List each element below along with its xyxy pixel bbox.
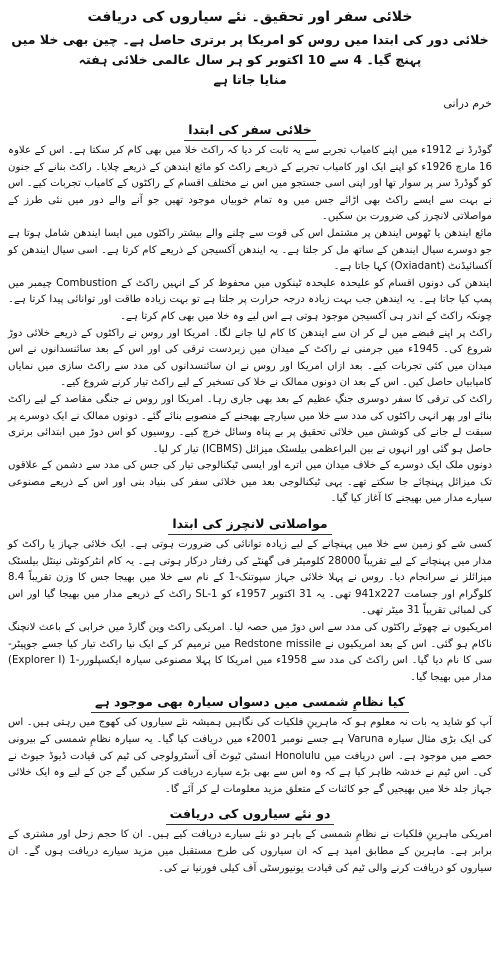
- article-title: خلائی سفر اور تحقیق۔ نئے سیاروں کی دریافت: [87, 9, 413, 25]
- article-subtitle-line-1: خلائی دور کی ابتدا میں روس کو امریکا پر برتری حاصل ہے۔ چین بھی خلا میں پہنچ گیا۔ 4 سے 10 اکتوبر کو ہر سال عالمی خلائی ہفتہ: [11, 32, 489, 67]
- paragraph: راکٹ کی ترقی کا سفر دوسری جنگِ عظیم کے بعد بھی جاری رہا۔ امریکا اور روس نے جنگی مقاصد کے لیے راکٹ بنائے اور پھر انہی راکٹوں کی مدد سے خلا میں سیارچے بھیجنے کے منصوبے بنائے گئے۔ دونوں ممالک نے ایک دوسرے پر سبقت لے جانے کی کوشش میں خلائی تحقیق پر بے پناہ وسائل خرچ کیے۔ روسیوں کو اس دوڑ میں ابتدائی برتری حاصل ہو گئی اور انہوں نے بین البراعظمی بیلسٹک میزائل (ICBMS) تیار کر لیا۔: [8, 393, 492, 455]
- paragraph: دونوں ملک ایک دوسرے کے خلاف میدان میں اترے اور ایسی ٹیکنالوجی تیار کی جس کی مدد سے دشمن کے علاقوں تک میزائل پہنچائے جا سکتے تھے۔ یہی ٹیکنالوجی بعد میں خلائی سفر کی بنیاد بنی اور اس کے ذریعے مصنوعی سیارے مدار میں بھیجنے کا آغاز کیا گیا۔: [8, 460, 492, 505]
- article-subtitle-line-2: منایا جاتا ہے: [213, 72, 287, 87]
- paragraph: کسی شے کو زمین سے خلا میں پہنچانے کے لیے زیادہ توانائی کی ضرورت ہوتی ہے۔ ایک خلائی جہاز یا راکٹ کو مدار میں پہنچانے کے لیے تقریباً 28000 کلومیٹر فی گھنٹے کی رفتار درکار ہوتی ہے۔ یہ کام انٹرکونٹی نینٹل بیلسٹک میزائلز نے سرانجام دیا۔ روس نے پہلا خلائی جہاز سپوتنک-1 کے نام سے خلا میں بھیجا جس کا وزن تقریباً 8.4 کلوگرام اور جسامت 941x227 تھی۔ یہ 31 اکتوبر 1957ء کو SL-1 راکٹ کے ذریعے مدار میں بھیجا گیا اور اس کی لمبائی تقریباً 31 میٹر تھی۔: [8, 539, 492, 617]
- section-tenth-planet: [8, 692, 492, 798]
- author-name: خرم درانی: [443, 97, 492, 110]
- paragraph: آپ کو شاید یہ بات نہ معلوم ہو کہ ماہرینِ فلکیات کی نگاہیں ہمیشہ نئے سیاروں کی کھوج میں رہتی ہیں۔ اس کی ایک بڑی مثال سیارہ Varuna ہے جسے نومبر 2001ء میں دریافت کیا گیا۔ یہ سیارہ نظامِ شمسی کے بیرونی حصے میں موجود ہے۔ اس دریافت میں Honolulu انسٹی ٹیوٹ آف آسٹرولوجی کی ٹیم کی قیادت ڈیوڈ جیوٹ نے کی۔ اس ٹیم نے خدشہ ظاہر کیا ہے کہ وہ اس سے بھی بڑے سیارے دریافت کر سکیں گے جن کے لیے وہ ایک خلائی جہاز جلد خلا میں بھیجیں گے جو کائنات کے متعلق مزید معلومات لے کر آئے گا۔: [8, 717, 493, 795]
- paragraph: امریکیوں نے چھوٹے راکٹوں کی مدد سے اس دوڑ میں حصہ لیا۔ امریکی راکٹ وین گارڈ میں خرابی کے باعث لانچنگ ناکام ہو گئی۔ اس کے بعد امریکیوں نے Redstone missile میں ترمیم کر کے ایک نیا راکٹ تیار کیا جسے جوپیٹر-سی کا نام دیا گیا۔ اس راکٹ کی مدد سے 1958ء میں امریکا کا پہلا مصنوعی سیارہ ایکسپلورر-1 (Explorer I) مدار میں بھیجا گیا۔: [8, 622, 493, 683]
- paragraph: گوڈرڈ نے 1912ء میں اپنے کامیاب تجربے سے یہ ثابت کر دیا کہ راکٹ خلا میں بھی کام کر سکتا ہے۔ اس کے علاوہ 16 مارچ 1926ء کو اپنے ایک اور کامیاب تجربے کے ذریعے راکٹ کو مائع ایندھن کے ذریعے چلایا۔ راکٹ بنانے کے جنون کو گوڈرڈ سر پر سوار تھا اور اپنی اسی جستجو میں اس نے مختلف اقسام کے راکٹوں کے کامیاب تجربات کیے۔ اس نے بہت سے ایسے راکٹ بھی اڑائے جس میں وہ تمام خوبیاں موجود تھیں جو آنے والے دور میں نئی طرز کے مواصلاتی لانچرز کی ضرورت بن سکیں۔: [8, 145, 493, 223]
- paragraph: امریکی ماہرینِ فلکیات نے نظامِ شمسی کے باہر دو نئے سیارے دریافت کیے ہیں۔ ان کا حجم زحل اور مشتری کے برابر ہے۔ ماہرین کے مطابق امید ہے کہ ان سیاروں کی طرح مستقبل میں مزید سیارے دریافت ہوں گے۔ ان سیاروں کو دریافت کرنے والی ٹیم کی قیادت یونیورسٹی آف کیلی فورنیا نے کی۔: [8, 829, 492, 874]
- paragraph: ایندھن کی دونوں اقسام کو علیحدہ علیحدہ ٹینکوں میں محفوظ کر کے انہیں راکٹ کے Combustion چیمبر میں پمپ کیا جاتا ہے۔ یہ ایندھن جب بہت زیادہ درجہ حرارت پر جلتا ہے تو بہت زیادہ طاقت اور توانائی پیدا کرتا ہے۔ چونکہ راکٹ کے اندر ہی آکسیجن موجود ہوتی ہے اس لیے وہ خلا میں بھی کام کرتا ہے۔: [8, 277, 492, 322]
- section-two-new-planets: [8, 804, 492, 877]
- section-communication-launchers: [8, 514, 492, 686]
- section-space-travel-beginning: [8, 120, 492, 508]
- section-heading: مواصلاتی لانچرز کی ابتدا: [168, 514, 331, 535]
- section-heading: دو نئے سیاروں کی دریافت: [166, 804, 335, 825]
- section-heading: خلائی سفر کی ابتدا: [184, 120, 315, 141]
- section-heading: کیا نظامِ شمسی میں دسواں سیارہ بھی موجود ہے: [91, 692, 409, 713]
- paragraph: راکٹ پر اپنے قبضے میں لے کر ان سے ایندھن کا کام لیا جانے لگا۔ امریکا اور روس نے راکٹوں کے ذریعے خلائی دوڑ شروع کی۔ 1945ء میں جرمنی نے راکٹ کے میدان میں زبردست ترقی کی اور اس کے بعد سائنسدانوں نے اس میدان میں کئی تجربات کیے۔ بعد ازاں امریکا اور روس نے ان سائنسدانوں کی مدد سے راکٹ سازی میں نمایاں کامیابیاں حاصل کیں۔ اس کے بعد ان دونوں ممالک نے خلا کی تسخیر کے لیے راکٹ تیار کرنے شروع کیے۔: [8, 327, 492, 389]
- paragraph: مائع ایندھن یا ٹھوس ایندھن پر مشتمل اس کی قوت سے چلنے والے بیشتر راکٹوں میں ایسا ایندھن شامل ہوتا ہے جو دوسرے سیال ایندھن کے ساتھ مل کر جلتا ہے۔ یہ ایندھن آکسیجن کے ذریعے کام کرتا ہے۔ اسی سیال ایندھن کو آکسائیڈنٹ (Oxiadant) کہا جاتا ہے۔: [8, 227, 492, 273]
